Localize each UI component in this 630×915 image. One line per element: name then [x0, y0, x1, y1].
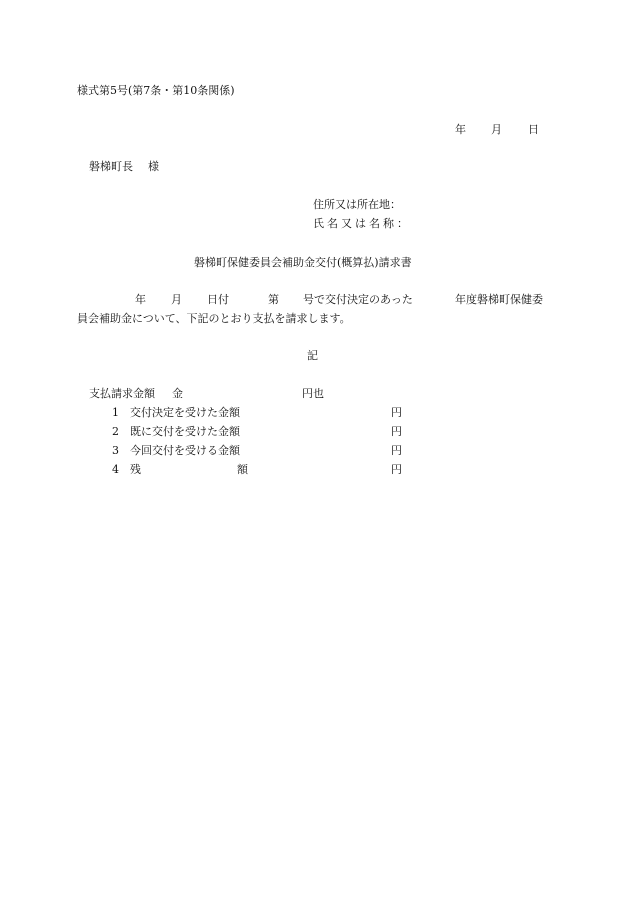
- body-dated: 日付: [207, 293, 229, 306]
- item-label-first: 残: [130, 463, 141, 476]
- item-label: 今回交付を受ける金額: [130, 444, 240, 457]
- body-month: 月: [171, 293, 182, 306]
- item-unit: 円: [391, 425, 402, 438]
- item-label: 既に交付を受けた金額: [130, 425, 240, 438]
- item-number: 3: [112, 444, 119, 457]
- payment-kin: 金: [172, 387, 183, 400]
- addressee-name: 磐梯町長: [89, 160, 133, 173]
- body-dai: 第: [268, 293, 279, 306]
- form-number: 様式第5号(第7条・第10条関係): [77, 84, 235, 97]
- item-number: 1: [112, 406, 119, 419]
- item-number: 4: [112, 463, 119, 476]
- body-line-2: 員会補助金について、下記のとおり支払を請求します。: [77, 312, 351, 325]
- date-month: 月: [491, 123, 502, 136]
- date-day: 日: [528, 123, 539, 136]
- item-unit: 円: [391, 463, 402, 476]
- addressee-honorific: 様: [148, 160, 159, 173]
- item-label: 交付決定を受けた金額: [130, 406, 240, 419]
- ki-heading: 記: [307, 349, 318, 362]
- body-decision-text: 号で交付決定のあった: [303, 293, 413, 306]
- item-unit: 円: [391, 406, 402, 419]
- payment-label: 支払請求金額: [89, 387, 155, 400]
- payment-yen-nari: 円也: [302, 387, 324, 400]
- item-number: 2: [112, 425, 119, 438]
- body-fiscal-year-text: 年度磐梯町保健委: [455, 293, 543, 306]
- item-label-second: 額: [237, 463, 248, 476]
- name-label: 氏名又は名称：: [313, 217, 411, 230]
- item-unit: 円: [391, 444, 402, 457]
- document-title: 磐梯町保健委員会補助金交付(概算払)請求書: [194, 256, 412, 269]
- body-year: 年: [135, 293, 146, 306]
- date-year: 年: [455, 123, 466, 136]
- address-label: 住所又は所在地：: [313, 198, 401, 211]
